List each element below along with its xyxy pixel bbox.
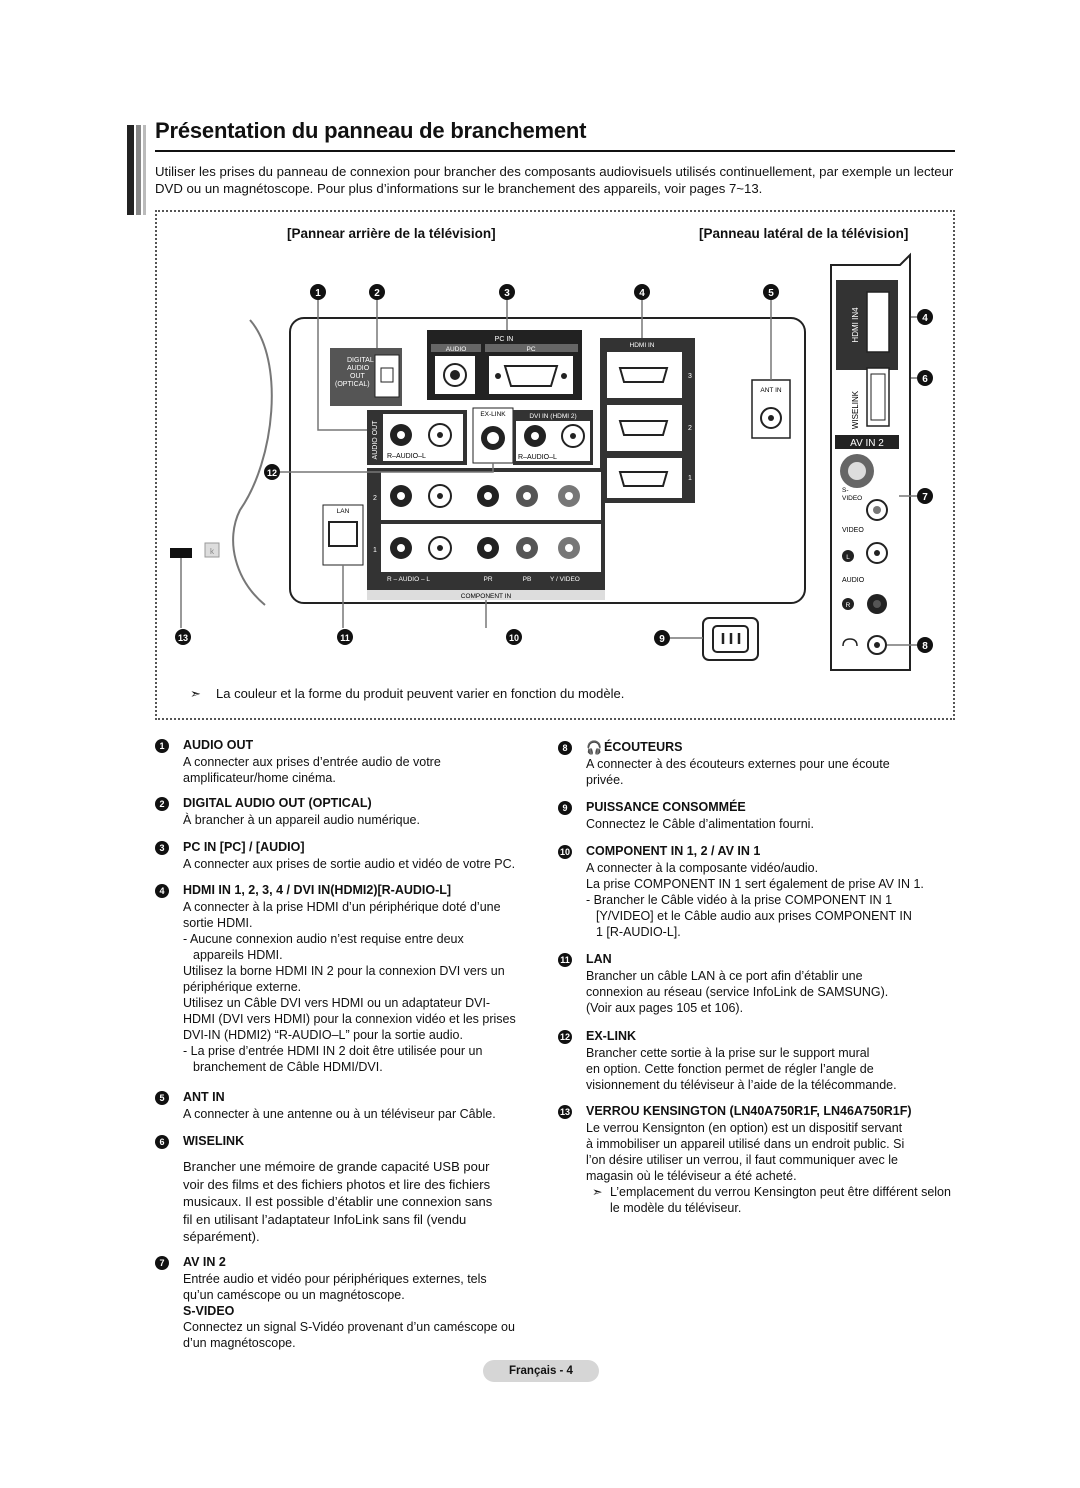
svg-text:2: 2 <box>373 495 377 502</box>
svg-text:S-: S- <box>842 487 849 494</box>
svg-text:AUDIO: AUDIO <box>347 365 370 372</box>
svg-text:PB: PB <box>522 576 532 583</box>
kensington-note: L’emplacement du verrou Kensington peut être différent selon le modèle du téléviseur. <box>610 1185 951 1215</box>
svg-text:PC IN: PC IN <box>494 336 514 343</box>
panel-illustration <box>155 210 955 720</box>
svg-text:DVI IN (HDMI 2): DVI IN (HDMI 2) <box>529 413 577 420</box>
variation-note <box>190 686 624 702</box>
svg-text:7: 7 <box>922 492 928 503</box>
svg-text:12: 12 <box>266 468 278 478</box>
svg-text:4: 4 <box>639 288 645 299</box>
svg-text:AUDIO: AUDIO <box>842 577 865 584</box>
svg-text:2: 2 <box>374 288 380 299</box>
svg-text:13: 13 <box>177 633 189 643</box>
svg-text:VIDEO: VIDEO <box>842 527 864 534</box>
page-footer: Français - 4 <box>483 1360 599 1382</box>
svg-text:10: 10 <box>508 633 520 643</box>
svg-text:6: 6 <box>922 374 928 385</box>
svg-text:PC: PC <box>526 346 536 353</box>
svg-text:DIGITAL: DIGITAL <box>347 357 374 364</box>
svg-text:3: 3 <box>688 373 692 380</box>
svg-text:AUDIO: AUDIO <box>445 346 467 353</box>
svg-text:3: 3 <box>504 288 510 299</box>
title-rule <box>155 150 955 152</box>
svg-text:1: 1 <box>607 553 611 560</box>
headphone-icon: 🎧 <box>586 740 603 755</box>
rear-panel-label: [Pannear arrière de la télévision] <box>287 226 496 241</box>
svg-text:1: 1 <box>315 288 321 299</box>
svg-text:1: 1 <box>373 547 377 554</box>
svg-text:OUT: OUT <box>350 373 365 380</box>
svg-text:Y / VIDEO: Y / VIDEO <box>550 576 580 583</box>
svg-text:(OPTICAL): (OPTICAL) <box>335 381 370 388</box>
svg-text:k: k <box>210 547 214 556</box>
svg-text:2: 2 <box>688 425 692 432</box>
svg-text:EX-LINK: EX-LINK <box>480 411 506 418</box>
svg-text:WISELINK: WISELINK <box>851 390 860 430</box>
svg-text:8: 8 <box>922 641 928 652</box>
svg-text:9: 9 <box>659 634 665 645</box>
tv-edge-curve <box>233 320 272 605</box>
svg-text:AV: AV <box>607 535 616 542</box>
svg-text:L: L <box>846 554 850 561</box>
connection-diagram <box>155 210 955 720</box>
side-panel-label: [Panneau latéral de la télévision] <box>699 226 909 241</box>
svg-text:LAN: LAN <box>336 508 350 515</box>
svg-text:IN: IN <box>607 544 614 551</box>
svg-text:11: 11 <box>340 633 350 643</box>
svg-text:PR: PR <box>483 576 493 583</box>
svg-text:COMPONENT IN: COMPONENT IN <box>460 593 512 600</box>
svg-text:HDMI IN: HDMI IN <box>629 342 655 349</box>
svg-text:R–AUDIO–L: R–AUDIO–L <box>518 454 557 461</box>
svg-text:R–AUDIO–L: R–AUDIO–L <box>387 453 426 460</box>
svg-text:AV IN 2: AV IN 2 <box>850 438 884 449</box>
svg-text:AUDIO OUT: AUDIO OUT <box>372 420 379 460</box>
note-arrow-icon: ➣ <box>190 686 201 701</box>
variation-note-text: La couleur et la forme du produit peuvent varier en fonction du modèle. <box>216 686 625 701</box>
intro-text: Utiliser les prises du panneau de connexion pour brancher des composants audiovisuels utilisés continuellement, par exemple un lecteur DVD ou un magnétoscope. Pour plus d’informations sur le branchement des appareils, voir pages 7~13. <box>155 164 954 196</box>
svg-text:HDMI IN4: HDMI IN4 <box>851 307 860 343</box>
svg-text:4: 4 <box>922 313 928 324</box>
svg-text:5: 5 <box>768 288 774 299</box>
svg-text:R: R <box>845 602 851 609</box>
svg-text:1: 1 <box>688 475 692 482</box>
page-title: Présentation du panneau de branchement <box>155 118 587 143</box>
note-arrow-icon: ➣ <box>592 1185 603 1199</box>
svg-text:VIDEO: VIDEO <box>842 495 863 502</box>
svg-text:R – AUDIO – L: R – AUDIO – L <box>387 576 430 583</box>
kensington-slot <box>170 548 192 558</box>
svg-text:ANT IN: ANT IN <box>760 387 782 394</box>
